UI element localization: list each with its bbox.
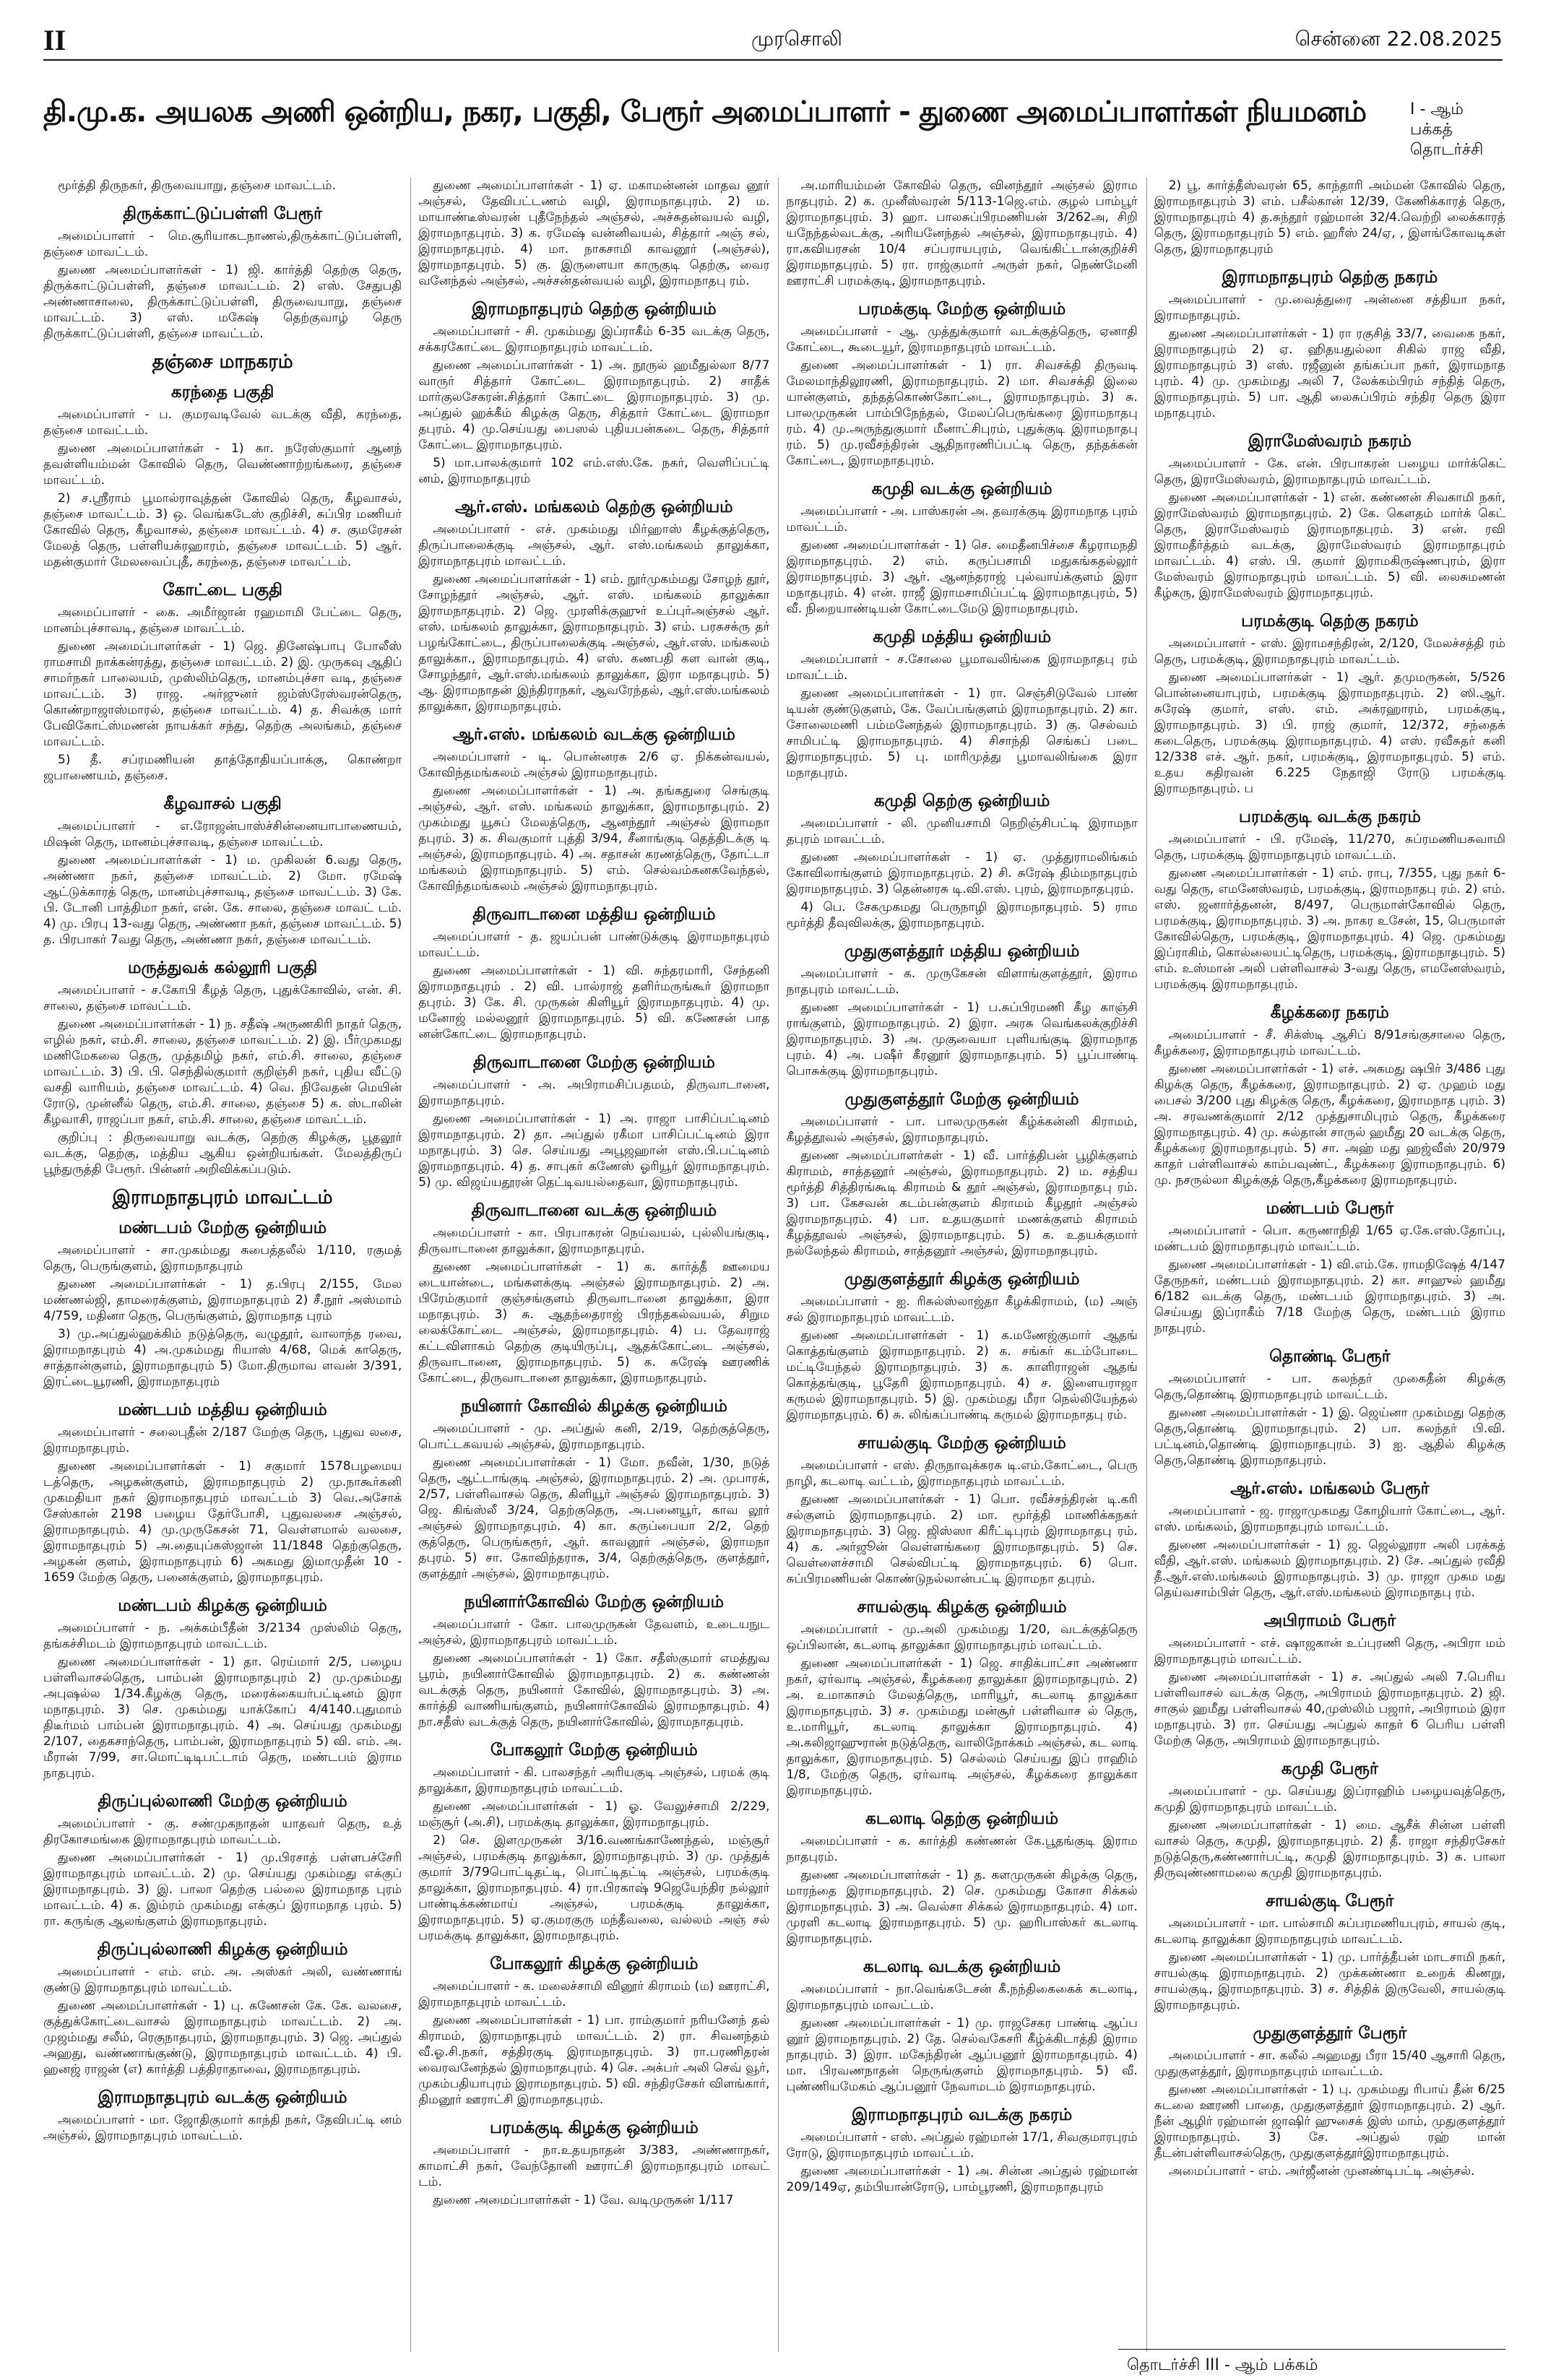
article-paragraph: அமைப்பாளர் - மா. பால்சாமி சுப்பரமணியபுரம், சாயல் குடி, கடலாடி தாலுக்கா இராமநாதபுரம் மாவட்டம்.	[1154, 1916, 1505, 1947]
article-paragraph: துணை அமைப்பாளர்கள் - 1) வி. சுந்தரமாரி, சேந்தனி இராமநாதபுரம் . 2) வி. பால்ராஜ் தளிர்மருங்கூர் இராமநா தபுரம். 3) கே. சி. முருகன் கிளியூர் இராமநாதபுரம். 4) மு. மனோஜ் மல்லனூர் இராமநாதபுரம். 5) வி. கணேசன் பாத னன்கோட்டை இராமநாதபுரம்.	[418, 964, 770, 1042]
article-paragraph: அமைப்பாளர் - நா.வெங்கடேசன் கீ.நந்திகைகைக் கடலாடி, இராமநாதபுரம் மாவட்டம்.	[786, 1982, 1138, 2012]
article-paragraph: துணை அமைப்பாளர்கள் - 1) மோ. நவீன், 1/30, நடுத் தெரு, ஆட்டாங்குடி அஞ்சல், இராமநாதபுரம். 2) அ. முபாரக், 2/57, பள்ளிவாசல் தெரு, கிளியூர் அஞ்சல் இராமநாதபுரம். 3) ஜெ. கிங்ஸ்லீ 3/24, தெற்குதெரு, அ.பனையூர், காவ லூர் அஞ்சல் இராமநாதபுரம். 4) கா. கருப்பையா 2/2, தெற் குத்தெரு, பெருங்கரூர், ஆர். காவனூர் அஞ்சல், இராமநா தபுரம். 5) சா. கோவிந்தராசு, 3/4, தெற்குத்தெரு, குளத்தூர், குளத்தூர் அஞ்சல், இராமநாதபுரம்.	[418, 1455, 770, 1581]
article-paragraph: அமைப்பாளர் - கோ. பாலமுருகன் தேவளம், உடையநுட அஞ்சல், இராமநாதபுரம் மாவட்டம்.	[418, 1617, 770, 1648]
page-number: II	[43, 23, 66, 56]
article-paragraph: துணை அமைப்பாளர்கள் - 1) த.பிரபு 2/155, மேல மண்ணல்ஜி, தாமரைக்குளம், இராமநாதபுரம் 2) சீ.நூர் அஸ்மாம் 4/759, மதினா தெரு, பெருங்குளம், இராமநாத புரம்	[43, 1277, 402, 1323]
article-paragraph: அமைப்பாளர் - ஜ. ராஜாமுகமது கோழியார் கோட்டை, ஆர். எஸ். மங்கலம், இராமநாதபுரம் மாவட்டம்.	[1154, 1504, 1505, 1534]
article-paragraph: துணை அமைப்பாளர்கள் - 1) பொ. ரவீச்சந்திரன் டி.கரி சல்குளம் இராமநாதபுரம். 2) மா. மூர்த்தி மாணிக்கநகர் இராமநாதபுரம். 3) ஜெ. ஜிஸ்ஸா கிரீட்டிபுரம் இராமநாதபு ரம். 4) க. அர்ஜூன் வெள்ளங்கரை இராமநாதபுரம். 5) செ. வெள்ளைச்சாமி செல்விபட்டி இராமநாதபுரம். 6) பொ. சுப்பிரமணியன் கொண்டுநல்லான்பட்டி இராமநா தபுரம்.	[786, 1492, 1138, 1586]
article-paragraph: துணை அமைப்பாளர்கள் - 1) அ. தங்கதுரை செங்குடி அஞ்சல், ஆர். எஸ். மங்கலம் தாலுக்கா, இராமநாதபுரம். 2) முகம்மது யூசுப் மேலத்தெரு, ஆனந்தூர் அஞ்சல் இராமநா தபுரம். 3) க. சிவகுமார் புத்தி 3/94, சீனாங்குடி தெத்திடக்கு டி அஞ்சல், இராமநாதபுரம். 4) அ. சதாசன் கரணத்தெரு, தோட்டா மங்கலம் இராமநாதபுரம். 5) எம். செல்வம்கனகவேந்தல், கோவிந்தமங்கலம் அஞ்சல் இராமநாதபுரம்.	[418, 784, 770, 893]
article-paragraph: அமைப்பாளர் - எச். முகம்மது மிர்ஹாஸ் கீழக்குத்தெரு, திருப்பாலைக்குடி அஞ்சல், ஆர். எஸ்.மங்கலம் தாலுக்கா, இராமநாதபுரம் மாவட்டம்.	[418, 522, 770, 568]
article-paragraph: அமைப்பாளர் - ந. அக்கம்பீதீன் 3/2134 முஸ்லிம் தெரு, தங்கச்சிமடம் இராமநாதபுரம் மாவட்டம்.	[43, 1621, 402, 1651]
article-paragraph: அமைப்பாளர் - பா. கலந்தர் முகைதீன் கிழக்கு தெரு,தொண்டி இராமநாதபுரம் மாவட்டம்.	[1154, 1372, 1505, 1402]
article-paragraph: அமைப்பாளர் - கே. என். பிரபாகரன் பழைய மார்க்கெட் தெரு, இராமேஸ்வரம், இராமநாதபுரம் மாவட்டம்.	[1154, 456, 1505, 487]
section-heading: கடலாடி வடக்கு ஒன்றியம்	[863, 1957, 1061, 1976]
section-heading: ஆர்.எஸ். மங்கலம் வடக்கு ஒன்றியம்	[452, 725, 735, 744]
section-heading: மருத்துவக் கல்லூரி பகுதி	[127, 959, 318, 977]
section-heading: அபிராமம் பேரூர்	[1263, 1611, 1396, 1630]
article-paragraph: அமைப்பாளர் - மு.அலி முகம்மது 1/20, வடக்குத்தெரு ஒப்பிலான், கடலாடி தாலுக்கா இராமநாதபுரம் மாவட்டம்.	[786, 1622, 1138, 1653]
section-heading: கமுதி தெற்கு ஒன்றியம்	[873, 792, 1050, 810]
article-paragraph: 4) பெ. சேகமுகமது பெருநாழி இராமநாதபுரம். 5) ராம மூர்த்தி தீவுவிலக்கு, இராமநாதபுரம்.	[786, 900, 1138, 930]
section-heading: திருவாடானை வடக்கு ஒன்றியம்	[471, 1201, 717, 1220]
section-heading: நயினார் கோவில் கிழக்கு ஒன்றியம்	[460, 1397, 727, 1416]
article-paragraph: அமைப்பாளர் - லி. முனியசாமி நெறிஞ்சிபட்டி இராமநா தபுரம் மாவட்டம்.	[786, 816, 1138, 847]
section-heading: கமுதி மத்திய ஒன்றியம்	[873, 628, 1051, 646]
article-paragraph: துணை அமைப்பாளர்கள் - 1) அ. ராஜா பாசிப்பட்டினம் இராமநாதபுரம். 2) தா. அப்துல் ரகீமா பாசிப்பட்டினம் இரா மநாதபுரம். 3) செ. செய்யது அபூஜஹான் எஸ்.பி.பட்டினம் இராமநாதபுரம். 4) த. சாபுகர் கணேஸ் ஓரியூர் இராமநாதபுரம். 5) மு. விஜய்யதூரன் தெட்டிவயல்தைவா, இராமநாதபுரம்.	[418, 1112, 770, 1190]
article-paragraph: 2) பூ. கார்த்தீஸ்வரன் 65, காந்தாரி அம்மன் கோவில் தெரு, இராமநாதபுரம் 3) எம். பசீல்கான் 12/39, கேணிக்காரத் தெரு, இராமநாதபுரம் 4) த.சுந்தூர் ரஹ்மான் 32/4.வெற்றி லைக்காரத் தெரு, இராமநாதபுரம் 5) எம். ஹரீஸ் 24/ஏ, , இளங்கோவடிகள் தெரு, இராமநாதபுரம்	[1154, 178, 1505, 256]
article-paragraph: துணை அமைப்பாளர்கள் - 1) ரா ரகுசித் 33/7, வைகை நகர், இராமநாதபுரம் 2) ஏ. ஹிதயதுல்லா சிகில் ராஜ வீதி, இராமநாதபுரம் 3) எஸ். ரஜீனுன் தங்கப்பா நகர், இராமநாத புரம். 4) மு. முகம்மது அலி 7, லேக்கம்பிரம் சந்தித் தெரு, இராமநாதபுரம். 5) பா. ஆதி லைசுப்பிரம் சந்திர தெரு இரா மநாதபுரம்.	[1154, 326, 1505, 420]
article-paragraph: அமைப்பாளர் - க. முருகேசன் விளாங்குளத்தூர், இராம நாதபுரம் மாவட்டம்.	[786, 966, 1138, 997]
article-paragraph: துணை அமைப்பாளர்கள் - 1) எம். ராபு, 7/355, புது நகர் 6-வது தெரு, எமனேஸ்வரம், பரமக்குடி, இராமநாதபு ரம். 2) எம். எஸ். ஜனார்த்தனன், 8/497, பெருமாள்கோவில் தெரு, பரமக்குடி, இராமநாதபுரம். 3) அ. நாகர உசேன், 15, பெருமாள் கோவில்தெரு, பரமக்குடி, இராமநாதபுரம். 4) ஜெ. முகம்மது இப்ராகிம், கொல்லையட்டிதெரு, பரமக்குடி, இராமநாதபுரம். 5) எம். உஸ்மான் அலி பள்ளிவாசல் 3-வது தெரு, எமனேஸ்வரம், பரமக்குடி இராமநாதபுரம்.	[1154, 866, 1505, 992]
section-heading: பரமக்குடி வடக்கு நகரம்	[1238, 808, 1421, 826]
article-paragraph: அமைப்பாளர் - க. மலைச்சாமி வினூர் கிராமம் (ம) ஊராட்சி, இராமநாதபுரம் மாவட்டம்.	[418, 1979, 770, 2009]
article-paragraph: துணை அமைப்பாளர்கள் - 1) அ. சின்ன அப்துல் ரஹ்மான் 209/149ஏ, தம்பியான்ரோடு, பாம்பூரணி, இராமநாதபுரம்	[786, 2164, 1138, 2194]
article-paragraph: அமைப்பாளர் - சா.முகம்மது சுபைத்தலீல் 1/110, ரகுமத் தெரு, பெருங்குளம், இராமநாதபுரம்	[43, 1243, 402, 1273]
article-paragraph: அமைப்பாளர் - க. கார்த்தி கண்ணன் கே.பூதங்குடி இராம நாதபுரம்.	[786, 1834, 1138, 1864]
continued-from-note: I - ஆம் பக்கத் தொடர்ச்சி	[1410, 100, 1484, 159]
article-paragraph: துணை அமைப்பாளர்கள் - 1) ஜ. ஜெல்லூரா அலி பரக்கத் வீதி, ஆர்.எஸ். மங்கலம் இராமநாதபுரம். 2) சே. அப்துல் ரவீதி தீ.ஆர்.எஸ்.மங்கலம் இராமநாதபுரம். 3) மு. ராஜா முகம மது தெய்வசாம்பிள் தெரு, ஆர்.எஸ்.மங்கலம் இராமநாதபு ரம்.	[1154, 1538, 1505, 1600]
article-paragraph: துணை அமைப்பாளர்கள் - 1) பா. ராம்குமார் நரியனேந் தல் கிராமம், இராமநாதபுரம் மாவட்டம். 2) ரா. சிவனந்தம் வீ.ஓ.சி.நகர், சத்திரகுடி இராமநாதபுரம். 3) ரா.பரணிதரன் வைரவனேந்தல் இராமநாதபுரம். 4) செ. அக்பர் அலி செவ் வூர், முகம்பதியாபுரம் இராமநாதபுரம். 5) வி. சந்திரசேகர் விளங்கார், திமனூர் ஊராட்சி இராமநாதபுரம்.	[418, 2013, 770, 2107]
article-paragraph: அமைப்பாளர் - சீ. சிக்ஸ்டி ஆசிப் 8/91சங்குசாலை தெரு, கீழக்கரை, இராமநாதபுரம் மாவட்டம்.	[1154, 1028, 1505, 1058]
section-heading: திருவாடானை மேற்கு ஒன்றியம்	[472, 1053, 715, 1072]
section-heading: பரமக்குடி கிழக்கு ஒன்றியம்	[489, 2119, 699, 2137]
column-4	[1146, 178, 1505, 2352]
article-paragraph: துணை அமைப்பாளர்கள் - 1) சகுமார் 1578பழமைய டத்தெரு, அழகன்குளம், இராமநாதபுரம் 2) மு.நாகூர்கனி முகமதியா நகர் இராமநாதபுரம் மாவட்டம் 3) வெ.அசோக் சேஸ்கான் 2198 பழைய தேர்போசி, புதுவலசை அஞ்சல், இராமநாதபுரம். 4) மு.முருகேசன் 71, வெள்ளமால் வலசை, இராமநாதபுரம் 5) அ.தையுப்கஸ்ஜான் 11/1848 தெற்குதெரு, அழகன் குளம், இராமநாதபுரம் 6) அகமது இமாமுதீன் 10 - 1659 மேற்கு தெரு, பனைக்குளம், இராமநாதபுரம்.	[43, 1459, 402, 1585]
article-paragraph: துணை அமைப்பாளர்கள் - 1) த. களமுருகன் கிழக்கு தெரு, மாரந்தை இராமநாதபுரம். 2) செ. முகம்மது கோசா சிக்கல் இராமநாதபுரம். 3) அ. வெல்சா சிக்கல் இராமநாதபுரம். 4) மா. முரளி கடலாடி இராமநாதபுரம். 5) மு. ஹரிபாஸ்கர் கடலாடி இராமநாதபுரம்.	[786, 1868, 1138, 1946]
article-paragraph: அமைப்பாளர் - எஸ். இராமசந்திரன், 2/120, மேலச்சத்தி ரம் தெரு, பரமக்குடி, இராமநாதபுரம் மாவட்டம்.	[1154, 636, 1505, 667]
article-paragraph: அமைப்பாளர் - மு.வைத்துரை அன்னை சத்தியா நகர், இராமநாதபுரம்.	[1154, 293, 1505, 323]
section-heading: தஞ்சை மாநகரம்	[152, 351, 293, 373]
section-heading: முதுகுளத்தூர் பேரூர்	[1253, 2024, 1407, 2043]
section-heading: கோட்டை பகுதி	[163, 581, 282, 600]
article-paragraph: துணை அமைப்பாளர்கள் - 1) ஜி. கார்த்தி தெற்கு தெரு, திருக்காட்டுப்பள்ளி, தஞ்சை மாவட்டம். 2) எஸ். சேதுபதி அண்ணாசாலை, திருக்காட்டுப்பள்ளி, திருவையாறு, தஞ்சை மாவட்டம். 3) எஸ். மகேஷ் தெற்குவாழ் தெரு திருக்காட்டுப்பள்ளி, தஞ்சை மாவட்டம்.	[43, 263, 402, 341]
article-paragraph: அமைப்பாளர் - ஆ. முத்துக்குமார் வடக்குத்தெரு, ஏனாதி கோட்டை, கூடையூர், இராமநாதபுரம் மாவட்டம்.	[786, 324, 1138, 355]
footer-rule	[1118, 2349, 1505, 2350]
article-paragraph: துணை அமைப்பாளர்கள் - 1) பு. கணேசன் கே. கே. வலசை, குத்துக்கோட்டைவாசல் இராமநாதபுரம் மாவட்டம். 2) அ. முஜம்மது சலீம், ரெகுநாதபுரம், இராமநாதபுரம். 3) ஜெ. அப்துல் அஹது, வண்ணாங்குண்டு, இராமநாதபுரம் மாவட்டம். 4) பி. ஹனஜ் ராஜன் (எ) கார்த்தி பத்திராதாவை, இராமநாதபுரம்.	[43, 1999, 402, 2077]
section-heading: திருப்புல்லாணி மேற்கு ஒன்றியம்	[98, 1792, 347, 1811]
article-paragraph: துணை அமைப்பாளர்கள் - 1) வீ. பார்த்திபன் பூழிக்குளம் கிராமம், சாத்தனூர் அஞ்சல், இராமநாதபுரம். 2) ம. சத்திய மூர்த்தி சித்திரங்கூடி கிராமம் & தூர் அஞ்சல், இராமநாதபு ரம். 3) பா. கேசவன் கடம்பன்குளம் கிராமம் கீழதூர் அஞ்சல் இராமநாதபுரம். 4) பா. உதயகுமார் மணக்குளம் கிராமம் கீழத்தூவல் அஞ்சல், இராமநாதபுரம். 5) க. உதயக்குமார் நல்லேந்தல் கிராமம், சாத்தனூர் அஞ்சல், இராமநாதபுரம்.	[786, 1148, 1138, 1258]
article-paragraph: அமைப்பாளர் - சலைபுதீன் 2/187 மேற்கு தெரு, புதுவ லசை, இராமநாதபுரம்.	[43, 1425, 402, 1455]
section-heading: திருப்புல்லாணி கிழக்கு ஒன்றியம்	[97, 1940, 348, 1959]
article-paragraph: துணை அமைப்பாளர்கள் - 1) கா. நரேஸ்குமார் ஆனந் தவள்ளியம்மன் கோவில் தெரு, வெண்ணாற்றங்கரை, தஞ்சை மாவட்டம்.	[43, 441, 402, 488]
article-paragraph: அமைப்பாளர் - எஸ். அப்துல் ரஹ்மான் 17/1, சிவகுமாரபுரம் ரோடு, இராமநாதபுரம் மாவட்டம்.	[786, 2130, 1138, 2160]
article-paragraph: அமைப்பாளர் - அ. அபிராமசிப்பதமம், திருவாடானை, இராமநாதபுரம்.	[418, 1078, 770, 1108]
article-paragraph: துணை அமைப்பாளர்கள் - 1) மை. ஆசீக் சின்ன பள்ளி வாசல் தெரு, கமுதி, இராமநாதபுரம். 2) தீ. ராஜா சந்திரசேகர் நடுத்தெரு,கண்ணார்பட்டி, கமுதி இராமநாதபுரம். 3) சு. பாலா திருவுண்ணாமலை கமுதி இராமநாதபுரம்.	[1154, 1818, 1505, 1880]
article-paragraph: துணை அமைப்பாளர்கள் - 1) ம. முகிலன் 6.வது தெரு, அண்ணா நகர், தஞ்சை மாவட்டம். 2) மோ. ரமேஷ் ஆட்டுக்காரத் தெரு, மானம்புச்சாவடி, தஞ்சை மாவட்டம். 3) கே. பி. டோனி பாத்திமா நகர், என். கே. சாலை, தஞ்சை மாவட் டம். 4) மு. பிரபு 13-வது தெரு, அண்ணா நகர், தஞ்சை மாவட்டம். 5) த. பிரபாகர் 7வது தெரு, அண்ணா நகர், தஞ்சை மாவட்டம்.	[43, 853, 402, 947]
article-paragraph: துணை அமைப்பாளர்கள் - 1) ப.சுப்பிரமணி கீழ காஞ்சி ராங்குளம், இராமநாதபுரம். 2) இரா. அரசு வெங்கலக்குறிச்சி இராமநாதபுரம். 3) அ. முகுவையா புளியங்குடி இராமநாத புரம். 4) அ. பஷீர் கீரனூர் இராமநாதபுரம். 5) பூப்பாண்டி பொசுக்குடி இராமநாதபுரம்.	[786, 1000, 1138, 1078]
continued-to-note: தொடர்ச்சி III - ஆம் பக்கம்	[1127, 2356, 1318, 2374]
article-paragraph: துணை அமைப்பாளர்கள் - 1) க. கார்த்தீ ஊமைய டையான்டை, மங்களக்குடி அஞ்சல் இராமநாதபுரம். 2) அ. பிரேம்குமார் குஞ்சங்குளம் திருவாடானை தாலுக்கா, இரா மநாதபுரம். 3) சு. ஆதந்தைராஜ் பிரந்தகல்வயல், சிறும லைக்கோட்டை அஞ்சல், இராமநாதபுரம். 4) ப. தேவராஜ் கட்டவிளாகம் தெற்கு குடியிருப்பு, ஆதக்கோட்டை அஞ்சல், திருவாடானை, இராமநாதபுரம். 5) க. சுரேஷ் ஊரணிக் கோட்டை, திருவாடானை தாலுக்கா, இராமநாதபுரம்.	[418, 1260, 770, 1385]
article-paragraph: அமைப்பாளர் - அ. பாஸ்கரன் அ. தவரக்குடி இராமநாத புரம் மாவட்டம்.	[786, 504, 1138, 535]
section-heading: மண்டபம் கிழக்கு ஒன்றியம்	[118, 1596, 327, 1615]
newspaper-name: முரசொலி	[751, 26, 842, 51]
article-paragraph: துணை அமைப்பாளர்கள் - 1) பு. முகம்மது ரிபாய் தீன் 6/25 சுடலை ஊரணி பாதை, முதுகுளத்தூர் இராமநாதபுரம். 2) ஆர். நீன் ஆழிர் ரஹ்மான் ஜாஷிர் ஹுசைக் இஸ் மாம், முதுகுளத்தூர் இராமநாதபுரம். 3) சே. அப்துல் ரஹ் மான் தீடன்பள்ளிவாசல்தெரு, முதுகுளத்தூர்இராமநாதபுரம்.	[1154, 2082, 1505, 2160]
section-heading: ஆர்.எஸ். மங்கலம் பேரூர்	[1230, 1479, 1430, 1498]
article-paragraph: அமைப்பாளர் - நா.உதயநாதன் 3/383, அண்ணாநகர், காமாட்சி நகர், வேந்தோனி ஊராட்சி இராமநாதபுரம் மாவட் டம்.	[418, 2143, 770, 2189]
section-heading: இராமநாதபுரம் மாவட்டம்	[112, 1187, 333, 1208]
headline: தி.மு.க. அயலக அணி ஒன்றிய, நகர, பகுதி, பேரூர் அமைப்பாளர் - துணை அமைப்பாளர்கள் நியமனம்	[43, 95, 1367, 129]
article-paragraph: துணை அமைப்பாளர்கள் - 1) ரா. செஞ்சிடுவேல் பாண் டியன் குண்டுகுளம், கே. வேப்பங்குளம் இராமநாதபுரம். 2) கா. சோலைமணி பம்மனேந்தல் இராமநாதபுரம். 3) கு. செல்வம் சாமிபட்டி இராமநாதபுரம். 4) சிசாந்தி செங்கப் படை இராமநாதபுரம். 5) பு. மாரிமுத்து பூமாவலிங்கை இரா மநாதபுரம்.	[786, 686, 1138, 780]
article-paragraph: துணை அமைப்பாளர்கள் - 1) எம். நூர்முகம்மது சோழந் தூர், சோழந்தூர் அஞ்சல், ஆர். எஸ். மங்கலம் தாலுக்கா இராமநாதபுரம். 2) ஜெ. முரளிக்குஹுர் உப்புர்அஞ்சல் ஆர். எஸ். மங்கலம் தாலுக்கா, இராமநாதபுரம். 3) எம். பரசுசக்ரு தர் பழங்கோட்டை, திருப்பாலைக்குடி அஞ்சல், ஆர்.எஸ். மங்கலம் தாலுக்கா., இராமநாதபுரம். 4) எஸ். கணபதி கள வான் குடி, சோழந்தூர், ஆர்.எஸ்.மங்கலம் தாலுக்கா, இரா மநாதபுரம். 5) ஆ. இராமநாதன் இந்திராநகர், ஆவரேந்தல், ஆர்.எஸ்.மங்கலம் தாலுக்கா, இராமநாதபுரம்.	[418, 572, 770, 714]
section-heading: இராமேஸ்வரம் நகரம்	[1248, 432, 1412, 451]
section-heading: முதுகுளத்தூர் மத்திய ஒன்றியம்	[844, 942, 1080, 961]
article-paragraph: 5) மா.பாலக்குமார் 102 எம்.எஸ்.கே. நகர், வெளிப்பட்டி னம், இராமநாதபுரம்	[418, 456, 770, 486]
article-paragraph: துணை அமைப்பாளர்கள் - 1) மு. ராஜசேகர பாண்டி ஆப்ப னூர் இராமநாதபுரம். 2) தே. செல்வகேசரி கீழ்க்கிடாத்தி இராம நாதபுரம். 3) இரா. மகேந்திரன் ஆப்பனூர் இராமநாதபுரம். 4) மா. பிரவணநாதன் நெருங்குளம் இராமநாதபுரம். 5) வீ. புண்ணியமேகம் ஆப்பனூர் நேவாமடம் இராமநாதபுரம்.	[786, 2016, 1138, 2094]
article-paragraph: அமைப்பாளர் - சா. கலீல் அஹமது பீரா 15/40 ஆசாரி தெரு, முதுகுளத்தூர், இராமநாதபுரம் மாவட்டம்.	[1154, 2048, 1505, 2079]
section-heading: இராமநாதபுரம் வடக்கு நகரம்	[851, 2106, 1073, 2124]
section-heading: கீழக்கரை நகரம்	[1270, 1003, 1389, 1022]
section-heading: திருவாடானை மத்திய ஒன்றியம்	[472, 905, 716, 924]
article-paragraph: அமைப்பாளர் - ச.சோலை பூமாவலிங்கை இராமநாதபு ரம் மாவட்டம்.	[786, 652, 1138, 683]
article-paragraph: துணை அமைப்பாளர்கள் - 1) தா. ரெய்மார் 2/5, பழைய பள்ளிவாசல்தெரு, பாம்பன் இராமநாதபுரம் 2) மு.முகம்மது அபுஷல்ல 1/34.கீழக்கு தெரு, மரைக்கையர்பட்டினம் இரா மநாதபுரம். 3) செ. முகம்மது யாக்கோப் 4/4140.புதுமாம் திடீர்மம் பாம்பன் இராமநாதபுரம். 4) அ. செய்யது முகம்மது 2/107, தைகசாந்தெரு, பாம்பன், இராமநாதபுரம் 5) வி. எம். அ. மீரான் 7/99, சா.மொட்டிடிபட்டாம் தெரு, மண்டபம் இராம நாதபுரம்.	[43, 1655, 402, 1780]
article-paragraph: 5) தீ. சப்ரமணியன் தாத்தோதியப்பாக்கு, கொண்றா ஜபாணையம், தஞ்சை.	[43, 753, 402, 783]
page-header	[43, 20, 1503, 61]
article-paragraph: துணை அமைப்பாளர்கள் - 1) மு.பிரசாத் பள்ளபச்சேரி இராமநாதபுரம் மாவட்டம். 2) மு. செய்யது முகம்மது எக்குப் இராமநாதபுரம். 3) இ. பாலா தெற்கு பல்லை இராமநாத புரம் மாவட்டம். 4) க. இம்ரம் முகம்மது எக்குப் இராமநாத புரம். 5) ரா. கருங்கு ஆலங்குளம் இராமநாதபுரம்.	[43, 1851, 402, 1929]
article-paragraph: துணை அமைப்பாளர்கள் - 1) ச. அப்துல் அலி 7.பெரிய பள்ளிவாசல் வடக்கு தெரு, அபிராமம் இராமநாதபுரம். 2) ஜி. சாகுல் ஹமீது பள்ளிவாசல் 40,முஸ்லிம் பஜார், அபிராமம் இரா மநாதபுரம். 3) ரா. செய்யது அப்துல் காதர் 6 பெரிய பள்ளி மேற்கு தெரு, அபிராமம் இராமநாதபுரம்.	[1154, 1670, 1505, 1748]
article-paragraph: துணை அமைப்பாளர்கள் - 1) செ. மைதீனபிச்சை கீழராமநதி இராமநாதபுரம். 2) எம். கருப்பசாமி மதுகங்கதல்லூர் இராமநாதபுரம். 3) ஆர். ஆனந்தராஜ் புல்வாய்க்குளம் இரா மநாதபுரம். 4) என். ராஜீ இராமசாமிப்பட்டி இராமநாதபுரம், 5) வீ. நிறையாண்டியன் கோட்டைமேடு இராமநாதபுரம்.	[786, 538, 1138, 616]
section-heading: போகலூர் கிழக்கு ஒன்றியம்	[490, 1955, 699, 1973]
article-paragraph: துணை அமைப்பாளர்கள் - 1) மு. பார்த்தீபன் மாடசாமி நகர், சாயல்குடி இராமநாதபுரம். 2) முக்கண்ணா உறைக் கிணறு, சாயல்குடி, இராமநாதபுரம். 3) ச. சித்திக் இருவேலி, சாயல்குடி இராமநாதபுரம்.	[1154, 1950, 1505, 2012]
article-paragraph: அமைப்பாளர் - மு. செய்யது இப்ராஹிம் பழையவுத்தெரு, கமுதி இராமநாதபுரம் மாவட்டம்.	[1154, 1784, 1505, 1814]
article-paragraph: துணை அமைப்பாளர்கள் - 1) ஜெ. சாதிக்பாட்சா அண்ணா நகர், ஏர்வாடி அஞ்சல், கீழக்கரை தாலுக்கா இராமநாதபுரம். 2) அ. உமாகாசம் மேலத்தெரு, மாரியூர், கடலாடி தாலுக்கா இராமநாதபுரம். 3) ச. முகம்மது மன்சூர் பள்ளிவாச ல் தெரு, உ.மாரியூர், கடலாடி தாலுக்கா இராமநாதபுரம். 4) அ.கலிஜாஹுரான் நடுத்தெரு, வாலிநோக்கம் அஞ்சல், கட லாடி தாலுக்கா, இராமநாதபுரம். 5) செல்லம் செய்யது இப் ராஹிம் 1/8, மேற்கு தெரு, ஏர்வாடி அஞ்சல், கீழக்கரை தாலுக்கா இராமநாதபுரம்.	[786, 1656, 1138, 1798]
section-heading: இராமநாதபுரம் தெற்கு நகரம்	[1222, 268, 1438, 287]
article-paragraph: துணை அமைப்பாளர்கள் - 1) வி.எம்.கே. ராமநிஷேத் 4/147 தேருநகர், மண்டபம் இராமநாதபுரம். 2) கா. சாஹுல் ஹமீது 6/182 வடக்கு தெரு, மண்டபம் இராமநாதபுரம். 3) அ. செய்யது இப்ராகீம் 7/18 மேற்கு தெரு, மண்டபம் இராம நாதபுரம்.	[1154, 1258, 1505, 1336]
article-paragraph: துணை அமைப்பாளர்கள் - 1) ஜெ. தினேஷ்பாபு போலீஸ் ராமசாமி நாக்கன்ரத்து, தஞ்சை மாவட்டம். 2) இ. முருகவு ஆதிப் சாமர்நகர் பாலையம், முஸ்லிம்தெரு, மானம்புச்சா வடி, தஞ்சை மாவட்டம். 3) ராஜ. அர்ஜுனர் ஜம்ஸ்ரேஸ்வரன்தெரு, கொண்றாஜாஸ்மாரல், தஞ்சை மாவட்டம். 4) த. சிவக்கு மார் பேவிகோட்ஸ்மணன் நாயக்கர் சந்து, தெற்கு அலங்கம், தஞ்சை மாவட்டம்.	[43, 639, 402, 749]
article-paragraph: அமைப்பாளர் - ப. குமரவடிவேல் வடக்கு வீதி, கரந்தை, தஞ்சை மாவட்டம்.	[43, 407, 402, 438]
article-paragraph: அமைப்பாளர் - பொ. கருணாநிதி 1/65 ஏ.கே.எஸ்.தோப்பு, மண்டபம் இராமநாதபுரம் மாவட்டம்.	[1154, 1224, 1505, 1254]
article-paragraph: 3) மு.அப்துல்ஹக்கிம் நடுத்தெரு, வழுதூர், வாலாந்த ரவை, இராமநாதபுரம் 4) அ.முகம்மது ரியாஸ் 4/68, மெக் காதெரு, சாத்தான்குளம், இராமநாதபுரம் 5) மோ.திருமாவ ளவன் 3/391, இரட்டையூரணி, இராமநாதபுரம்	[43, 1327, 402, 1389]
section-heading: சாயல்குடி கிழக்கு ஒன்றியம்	[857, 1598, 1067, 1617]
article-paragraph: அமைப்பாளர் - மெ.சூரியாகடநாணல்,திருக்காட்டுப்பள்ளி, தஞ்சை மாவட்டம்.	[43, 229, 402, 259]
section-heading: மண்டபம் மத்திய ஒன்றியம்	[118, 1401, 327, 1419]
article-paragraph: அமைப்பாளர் - ச.கோபி கீழத் தெரு, புதுக்கோவில், என். சி. சாலை, தஞ்சை மாவட்டம்.	[43, 983, 402, 1013]
article-paragraph: துணை அமைப்பாளர்கள் - 1) க.மணேஜ்குமார் ஆதங் கொத்தங்குளம் இராமநாதபுரம். 2) க. சங்கர் கடம்போடை மட்டியேந்தல் இராமநாதபுரம். 3) க. காளிராஜன் ஆதங் கொத்தங்குடி, பூதேரி இராமநாதபுரம். 4) ச. இளையராஜா கருமல் இராமநாதபுரம். 5) இ. முகம்மது மீரா நெல்லியேந்தல் இராமநாதபுரம். 6) சு. லிங்கப்பாண்டி கருமல் இராமநாதபு ரம்.	[786, 1328, 1138, 1422]
article-paragraph: அமைப்பாளர் - டி. பொன்னரசு 2/6 ஏ. நிக்கன்வயல், கோவிந்தமங்கலம் அஞ்சல் இராமநாதபுரம்.	[418, 750, 770, 780]
article-paragraph: துணை அமைப்பாளர்கள் - 1) இ. ஜெய்னா முகம்மது தெற்கு தெரு,தொண்டி இராமநாதபுரம். 2) பா. கலந்தர் பி.வி. பட்டினம்,தொண்டி இராமநாதபுரம். 3) ஐ. ஆதில் கிழக்கு தெரு,தொண்டி இராமநாதபுரம்.	[1154, 1406, 1505, 1468]
article-paragraph: அமைப்பாளர் - கை. அமீர்ஜான் ரஹமாமி பேட்டை தெரு, மானம்புச்சாவடி, தஞ்சை மாவட்டம்.	[43, 605, 402, 636]
article-paragraph: துணை அமைப்பாளர்கள் - 1) கோ. சதீஸ்குமார் எமத்துவ பூரம், நயினார்கோவில் இராமநாதபுரம். 2) க. கண்ணன் வடக்குத் தெரு, நயினார் கோவில், இராமநாதபுரம். 3) அ. கார்த்தி வாணியங்குளம், நயினார்கோவில் இராமநாதபுரம். 4) நா.சதீஸ் வடக்குத் தெரு, நயினார்கோவில், இராமநாதபுரம்.	[418, 1651, 770, 1729]
section-heading: ஆர்.எஸ். மங்கலம் தெற்கு ஒன்றியம்	[455, 498, 733, 516]
article-paragraph: அமைப்பாளர் - எம். அர்ஜீனன் முனண்டிபட்டி அஞ்சல்.	[1168, 2164, 1475, 2178]
article-paragraph: துணை அமைப்பாளர்கள் - 1) என். கண்ணன் சிவகாமி நகர், இராமேஸ்வரம் இராமநாதபுரம். 2) கே. கெளதம் மார்க் கெட் தெரு, இராமேஸ்வரம் இராமநாதபுரம். 3) என். ரவி இராமதீர்த்தம் வடக்கு, இராமேஸ்வரம் இராமநாதபுரம் மாவட்டம். 4) எஸ். பி. குமார் இராமகிருஷ்ணபுரம், இரா மேஸ்வரம் இராமநாதபுரம் மாவட்டம். 5) வி. லைசுமணன் கீழ்கரு, இராமேஸ்வரம் இராமநாதபுரம்.	[1154, 490, 1505, 600]
section-heading: தொண்டி பேரூர்	[1269, 1347, 1391, 1366]
section-heading: கீழவாசல் பகுதி	[163, 795, 282, 813]
article-paragraph: துணை அமைப்பாளர்கள் - 1) எச். அகமது ஷபிர் 3/486 புது கிழக்கு தெரு, கீழக்கரை, இராமநாதபுரம். 2) ஏ. முஹம் மது பைசல் 3/200 புது கிழக்கு தெரு, கீழக்கரை, இராமநாத புரம். 3) அ. சரவணக்குமார் 2/12 முத்துசாமிபுரம் தெரு, கீழக்கரை இராமநாதபுரம். 4) மு. சுல்தான் சாருல் ஹமீது 20 வடக்கு தெரு, கீழக்கரை இராமநாதபுரம். 5) சா. அஹ் மது ஹஜ்வீஸ் 20/979 காதர் பள்ளிவாசல் காம்பவுண்ட், கீழக்கரை இராமநாதபுரம். 6) மு. நசருல்லா கிழக்குத் தெரு,கீழக்கரை இராமநாதபுரம்.	[1154, 1062, 1505, 1187]
issue-date: சென்னை 22.08.2025	[1295, 26, 1503, 51]
article-paragraph: அமைப்பாளர் - ஐ. ரிசுல்ஸ்லாஜ்தா கீழக்கிராமம், (ம) அஞ் சல் இராமநாதபுரம் மாவட்டம்.	[786, 1294, 1138, 1325]
article-paragraph: அ.மாரியம்மன் கோவில் தெரு, வினந்தூர் அஞ்சல் இராம நாதபுரம். 2) க. முனீஸ்வரன் 5/113-1ஜெ.எம். குழல் பாம்பூர் இராமநாதபுரம். 3) ஹா. பாலசுப்பிரமணியன் 3/262அ, சிறி யநேந்தல்வடக்கு, அரியனேந்தல் அஞ்சல், இராமநாதபுரம். 4) ரா.கவியரசன் 10/4 சப்பராயபுரம், வெங்கிட்டான்குறிச்சி இராமநாதபுரம். 5) ரா. ராஜ்குமார் அருள் நகர், நெண்மேனி ஊராட்சி பரமக்குடி, இராமநாதபுரம்.	[786, 178, 1138, 288]
section-heading: முதுகுளத்தூர் கிழக்கு ஒன்றியம்	[844, 1270, 1080, 1289]
article-paragraph: அமைப்பாளர் - கி. பாலசந்தர் அரியகுடி அஞ்சல், பரமக் குடி தாலுக்கா, இராமநாதபுரம் மாவட்டம்.	[418, 1765, 770, 1796]
article-paragraph: அமைப்பாளர் - மா. ஜோதிகுமார் காந்தி நகர், தேவிபட்டி னம் அஞ்சல், இராமநாதபுரம் மாவட்டம்.	[43, 2113, 402, 2143]
section-heading: மண்டபம் பேரூர்	[1266, 1199, 1394, 1218]
section-heading: சாயல்குடி மேற்கு ஒன்றியம்	[857, 1434, 1066, 1453]
article-paragraph: அமைப்பாளர் - கா. பிரபாகரன் நெய்வயல், புல்லியங்குடி, திருவாடானை தாலுக்கா, இராமநாதபுரம்.	[418, 1226, 770, 1256]
section-heading: முதுகுளத்தூர் மேற்கு ஒன்றியம்	[844, 1090, 1079, 1109]
article-paragraph: துணை அமைப்பாளர்கள் - 1) வே. வடிமுருகன் 1/117	[433, 2193, 734, 2207]
article-paragraph: 2) செ. இளமுருகன் 3/16.வணங்காணேந்தல், மஞ்சூர் அஞ்சல், பரமக்குடி தாலுக்கா, இராமநாதபுரம். 3) மு. முத்துக் குமார் 3/79பொட்டிதட்டி, பொட்டிதட்டி அஞ்சல், பரமக்குடி தாலுக்கா, இராமநாதபுரம். 4) ரா.பிரகாஷ் 9ஜெயேந்திர நல்லூர் பாண்டிக்கண்மாய் அஞ்சல், பரமக்குடி தாலுக்கா, இராமநாதபுரம். 5) ஏ.குமரகுரு மந்தீவலை, வல்லம் அஞ் சல் பரமக்குடி தாலுக்கா, இராமநாதபுரம்.	[418, 1833, 770, 1943]
article-paragraph: துணை அமைப்பாளர்கள் - 1) ரா. சிவசக்தி திருவடி மேலமாந்திலூரணி, இராமநாதபுரம். 2) மா. சிவசக்தி இலை யான்குளம், தந்தத்கொண்கோட்டை, இராமநாதபுரம். 3) சு. பாலமுருகன் பாம்பிநேந்தல், மேலப்பெருங்கரை இராமநாதபு ரம். 4) மு.அருந்துகுமார் மீனாட்சிபுரம், புதுக்குடி இராமநாதபு ரம். 5) மு.ரவீசந்திரன் ஆதிநாரணிப்பட்டி தெரு, தந்தக்கன் கோட்டை, இராமநாதபுரம்.	[786, 358, 1138, 468]
section-heading: மண்டபம் மேற்கு ஒன்றியம்	[118, 1219, 327, 1237]
section-heading: சாயல்குடி பேரூர்	[1266, 1892, 1394, 1911]
article-paragraph: துணை அமைப்பாளர்கள் - 1) ஆர். தமுமருகன், 5/526 பொன்னையாபுரம், பரமக்குடி இராமநாதபுரம். 2) ஸி.ஆர். சுரேஷ் குமார், எஸ். எம். அக்ரஹாரம், பரமக்குடி, இராமநாதபுரம். 3) பி. ராஜ் குமார், 12/372, சந்தைக் கடைதெரு, பரமக்குடி இராமநாதபுரம். 4) எஸ். ரவீசுதர் கனி 12/338 எச். ஆர். நகர், பரமக்குடி, இராமநாதபுரம். 5) எம். உதய கதிரவன் 6.225 நேதாஜி ரோடு பரமக்குடி இராமநாதபுரம். ப	[1154, 670, 1505, 796]
section-heading: பரமக்குடி தெற்கு நகரம்	[1241, 612, 1419, 631]
article-paragraph: துணை அமைப்பாளர்கள் - 1) ந. சதீஷ் அருணகிரி நாதர் தெரு, எழில் நகர், எம்.சி. சாலை, தஞ்சை மாவட்டம். 2) இ. பீர்முகமது மணிமேகலை தெரு, முத்தமிழ் நகர், எம்.சி. சாலை, தஞ்சை மாவட்டம். 3) பி. பி. செந்தில்குமார் குறிஞ்சி நகர், புதிய வீட்டு வசதி வாரியம், தஞ்சை மாவட்டம். 4) வெ. நிவேதன் மெயின் ரோடு, முன்னீல் தெரு, எம்.சி. சாலை, தஞ்சை 5) க. ஸ்டாலின் கீழவாசி, ராஜப்பா நகர், எம்.சி. சாலை, தஞ்சை மாவட்டம்.	[43, 1017, 402, 1127]
article-paragraph: அமைப்பாளர் - பா. பாலமுருகன் கீழ்க்கன்னி கிராமம், கீழத்தூவல் அஞ்சல், இராமநாதபுரம்.	[786, 1115, 1138, 1145]
article-columns	[43, 178, 1505, 2352]
article-paragraph: அமைப்பாளர் - எ.ரோஜன்பாஸ்ச்சின்னையாபாணையம், மிஷன் தெரு, மானம்புச்சாவடி, தஞ்சை மாவட்டம்.	[43, 819, 402, 849]
section-heading: போகலூர் மேற்கு ஒன்றியம்	[490, 1741, 698, 1760]
article-paragraph: மூர்த்தி திருநகர், திருவையாறு, தஞ்சை மாவட்டம்.	[58, 178, 336, 193]
article-paragraph: 2) ச.ஸ்ரீராம் பூமால்ராவுத்தன் கோவில் தெரு, கீழவாசல், தஞ்சை மாவட்டம். 3) ஒ. வெங்கடேஸ் குறிச்சி, சுப்பிர மணியர் கோவில் தெரு, கீழவாசல், தஞ்சை மாவட்டம். 4) ச. குமரேசன் மேலத் தெரு, பள்ளியக்ரஹாரம், தஞ்சை மாவட்டம். 5) ஆர். மதன்குமார் மேலவைப்புதீ, கரந்தை, தஞ்சை மாவட்டம்.	[43, 491, 402, 569]
article-paragraph: துணை அமைப்பாளர்கள் - 1) ஏ. முத்துராமலிங்கம் கோவிலாங்குளம் இராமநாதபுரம். 2) சி. சுரேஷ் திம்மநாதபுரம் இராமநாதபுரம். 3) தென்னரசு டி.வி.எஸ். புரம், இராமநாதபுரம்.	[786, 850, 1138, 896]
column-2	[410, 178, 769, 2352]
section-heading: திருக்காட்டுப்பள்ளி பேரூர்	[123, 204, 323, 223]
column-1	[43, 178, 402, 2352]
column-3	[778, 178, 1137, 2352]
section-heading: பரமக்குடி மேற்கு ஒன்றியம்	[857, 300, 1066, 319]
section-heading: நயினார்கோவில் மேற்கு ஒன்றியம்	[464, 1593, 725, 1611]
section-heading: கரந்தை பகுதி	[170, 383, 275, 402]
section-heading: இராமநாதபுரம் தெற்கு ஒன்றியம்	[472, 300, 717, 319]
article-paragraph: துணை அமைப்பாளர்கள் - 1) அ. நூருல் ஹமீதுல்லா 8/77 வாருர் சித்தார் கோட்டை இராமநாதபுரம். 2) சாதீக் மார்குலசேகரன்.சித்தார் கோட்டை இராமநாதபுரம். 3) மு. அப்துல் ஹக்கீம் கிழக்கு தெரு, சித்தார் கோட்டை இராமநா தபுரம். 4) மு.செய்யது பைஸல் புதியபன்கடை தெரு, சித்தார் கோட்டை இராமநாதபுரம்.	[418, 358, 770, 452]
article-paragraph: அமைப்பாளர் - சி. முகம்மது இப்ராகீம் 6-35 வடக்கு தெரு, சக்கரகோட்டை இராமநாதபுரம் மாவட்டம்.	[418, 324, 770, 355]
section-heading: கமுதி வடக்கு ஒன்றியம்	[871, 480, 1053, 498]
section-heading: கடலாடி தெற்கு ஒன்றியம்	[865, 1809, 1059, 1828]
article-paragraph: அமைப்பாளர் - எம். எம். அ. அஸ்கர் அலி, வண்ணாங் குண்டு இராமநாதபுரம் மாவட்டம்.	[43, 1965, 402, 1995]
article-paragraph: துணை அமைப்பாளர்கள் - 1) ஏ. மகாமன்னன் மாதவ னூர் அஞ்சல், தேவிபட்டணம் வழி, இராமநாதபுரம். 2) ம. மாயாண்டீஸ்வரன் புதீநேந்தல் அஞ்சல், அச்சுதன்வயல் வழி, இராமநாதபுரம். 3) க. ரமேஷ் வன்னிவயல், சித்தார் அஞ் சல், இராமநாதபுரம். 4) மா. நாகசாமி காவனூர் (அஞ்சல்), இராமநாதபுரம். 5) கு. இருளையா காருகுடி தெற்கு, வைர வனேந்தல் அஞ்சல், அச்சன்தன்வயல் வழி, இராமநாதபு ரம்.	[418, 178, 770, 288]
article-paragraph: குறிப்பு : திருவையாறு வடக்கு, தெற்கு கிழக்கு, பூதலூர் வடக்கு, தெற்கு, மத்திய ஆகிய ஒன்றியங்கள். மேலத்திருப் பூந்துருத்தி பேரூர். பின்னர் அறிவிக்கப்படும்.	[43, 1130, 402, 1177]
article-paragraph: துணை அமைப்பாளர்கள் - 1) ஓ. வேலுச்சாமி 2/229, மஞ்சூர் (அ.சி), பரமக்குடி தாலுக்கா, இராமநாதபுரம்.	[418, 1799, 770, 1830]
section-heading: கமுதி பேரூர்	[1281, 1760, 1378, 1778]
article-paragraph: அமைப்பாளர் - பி. ரமேஷ், 11/270, சுப்ரமணியசுவாமி தெரு, பரமக்குடி இராமநாதபுரம் மாவட்டம்.	[1154, 832, 1505, 862]
article-paragraph: அமைப்பாளர் - த. ஜயப்பன் பாண்டுக்குடி இராமநாதபுரம் மாவட்டம்.	[418, 930, 770, 960]
article-paragraph: அமைப்பாளர் - மு. அப்துல் கனி, 2/19, தெற்குத்தெரு, பொட்டகவயல் அஞ்சல், இராமநாதபுரம்.	[418, 1421, 770, 1452]
article-paragraph: அமைப்பாளர் - கு. சண்முகநாதன் யாதவர் தெரு, உத் திரகோசமங்கை இராமநாதபுரம் மாவட்டம்.	[43, 1817, 402, 1847]
section-heading: இராமநாதபுரம் வடக்கு ஒன்றியம்	[98, 2088, 347, 2107]
article-paragraph: அமைப்பாளர் - எச். ஷாஜகான் உப்புரணி தெரு, அபிரா மம் இராமநாதபுரம் மாவட்டம்.	[1154, 1636, 1505, 1666]
article-paragraph: அமைப்பாளர் - எஸ். திருநாவுக்கரசு டி.எம்.கோட்டை, பெரு நாழி, கடலாடி வட்டம், இராமநாதபுரம் மாவட்டம்.	[786, 1458, 1138, 1489]
